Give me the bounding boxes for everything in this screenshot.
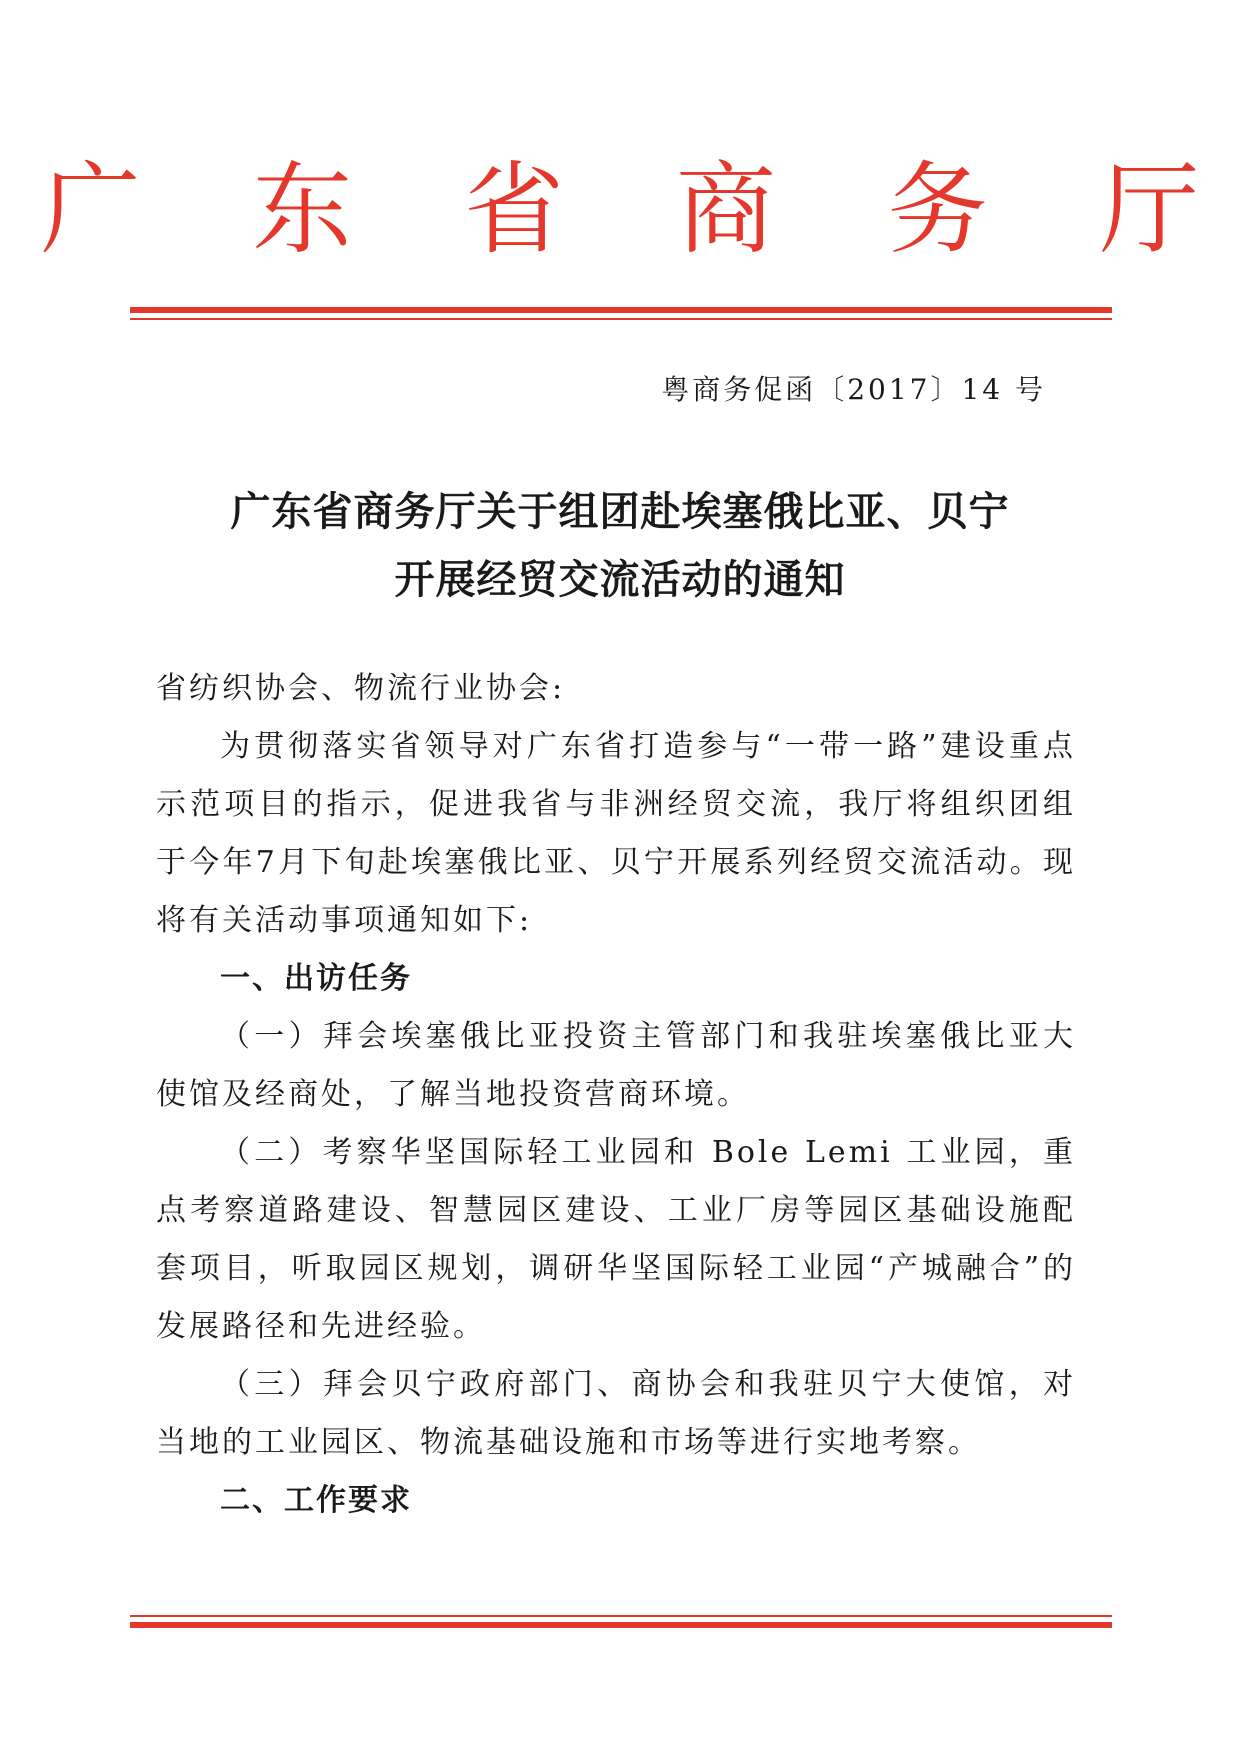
- intro-paragraph: 为贯彻落实省领导对广东省打造参与“一带一路”建设重点示范项目的指示，促进我省与非洲经贸交流，我厅将组织团组于今年7月下旬赴埃塞俄比亚、贝宁开展系列经贸交流活动。现将有关活动事项通知如下:: [156, 729, 1076, 938]
- red-footer-rule-thin: [130, 1615, 1112, 1617]
- salutation: 省纺织协会、物流行业协会:: [156, 671, 566, 706]
- document-body: [156, 660, 1076, 1530]
- task-item-3: （三）拜会贝宁政府部门、商协会和我驻贝宁大使馆，对当地的工业园区、物流基础设施和市场等进行实地考察。: [156, 1367, 1076, 1460]
- red-header-rule-thick: [130, 307, 1112, 313]
- section-2-heading: 二、工作要求: [220, 1483, 412, 1518]
- red-footer-rule-thick: [130, 1622, 1112, 1628]
- task-item-1: （一）拜会埃塞俄比亚投资主管部门和我驻埃塞俄比亚大使馆及经商处，了解当地投资营商环境。: [156, 1019, 1076, 1112]
- document-title-line-2: 开展经贸交流活动的通知: [394, 556, 846, 603]
- document-number: 粤商务促函〔2017〕14 号: [661, 373, 1046, 406]
- document-title: [150, 478, 1090, 614]
- section-1-heading: 一、出访任务: [220, 961, 412, 996]
- document-title-line-1: 广东省商务厅关于组团赴埃塞俄比亚、贝宁: [230, 488, 1010, 535]
- task-item-2: （二）考察华坚国际轻工业园和 Bole Lemi 工业园，重点考察道路建设、智慧园区建设、工业厂房等园区基础设施配套项目，听取园区规划，调研华坚国际轻工业园“产城融合”的发展路径和先进经验。: [156, 1135, 1076, 1344]
- red-header-rule-thin: [130, 318, 1112, 320]
- issuing-organization-title: 广 东 省 商 务 厅: [40, 151, 1240, 268]
